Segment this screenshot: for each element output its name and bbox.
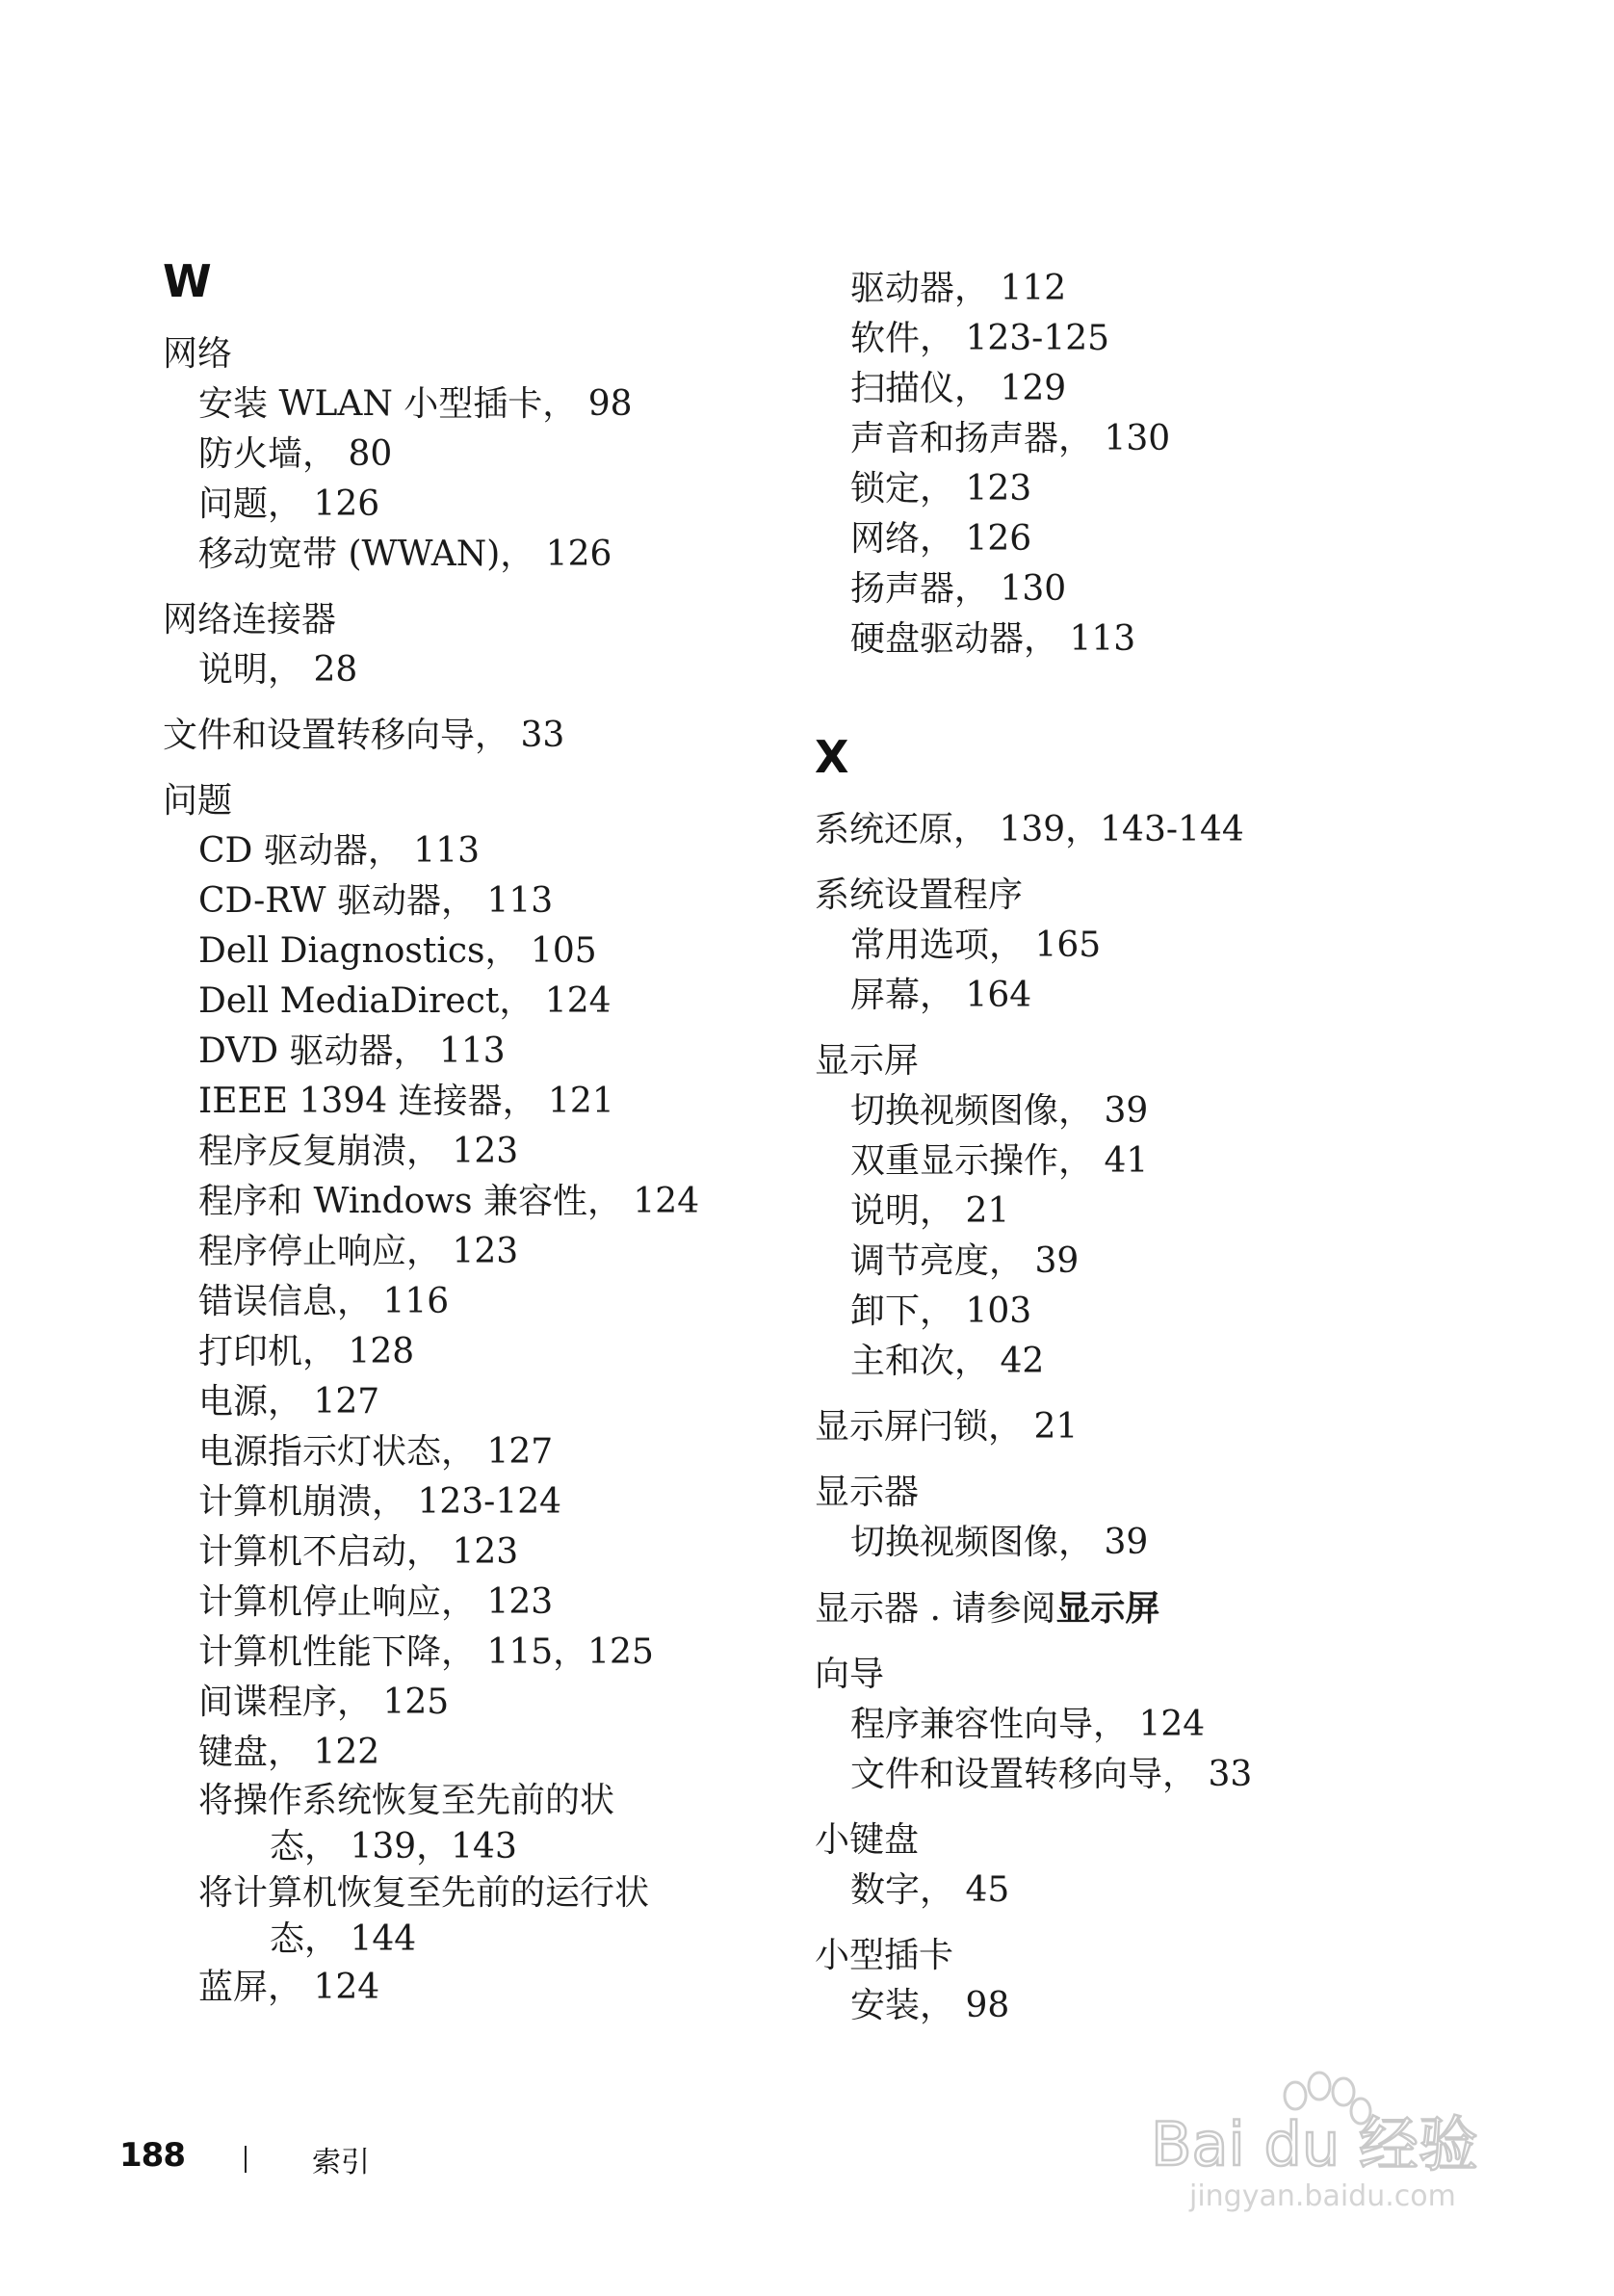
index-subentry-continued: 驱动器， 112 bbox=[850, 269, 1067, 308]
index-entry-head: 网络 bbox=[163, 334, 233, 374]
index-subentry: 说明， 21 bbox=[850, 1191, 1010, 1231]
index-entry-head: 系统设置程序 bbox=[815, 875, 1024, 915]
index-subentry-wrapped bbox=[163, 1778, 741, 1870]
index-subentry: 防火墙， 80 bbox=[198, 434, 393, 474]
index-entry-head: 问题 bbox=[163, 781, 233, 821]
index-subentry: 打印机， 128 bbox=[198, 1332, 415, 1371]
index-subentry-wrapped bbox=[163, 1870, 741, 1963]
index-subentry: 程序和 Windows 兼容性， 124 bbox=[198, 1182, 700, 1221]
section-letter-x: X bbox=[815, 731, 849, 783]
index-subentry: Dell MediaDirect， 124 bbox=[198, 981, 612, 1021]
index-subentry: 文件和设置转移向导， 33 bbox=[850, 1755, 1253, 1794]
index-subentry: 程序兼容性向导， 124 bbox=[850, 1705, 1206, 1744]
index-entry-head: 文件和设置转移向导， 33 bbox=[163, 716, 565, 755]
index-entry-head: 显示屏闩锁， 21 bbox=[815, 1407, 1079, 1447]
index-subentry-continued: 软件， 123-125 bbox=[850, 319, 1110, 358]
index-subentry: 错误信息， 116 bbox=[198, 1282, 450, 1321]
index-subentry: 程序反复崩溃， 123 bbox=[198, 1132, 519, 1171]
index-subentry: DVD 驱动器， 113 bbox=[198, 1031, 506, 1071]
index-subentry: 安装， 98 bbox=[850, 1986, 1010, 2025]
index-subentry: 蓝屏， 124 bbox=[198, 1968, 380, 2007]
index-subentry: 安装 WLAN 小型插卡， 98 bbox=[198, 384, 633, 424]
footer-section-title: 索引 bbox=[312, 2146, 370, 2179]
index-subentry: 屏幕， 164 bbox=[850, 976, 1032, 1015]
index-subentry: 问题， 126 bbox=[198, 484, 380, 524]
index-subentry: CD 驱动器， 113 bbox=[198, 831, 481, 871]
index-subentry: CD-RW 驱动器， 113 bbox=[198, 881, 554, 921]
index-subentry: 间谍程序， 125 bbox=[198, 1683, 450, 1722]
index-subentry: Dell Diagnostics， 105 bbox=[198, 931, 597, 971]
index-entry-head: 小型插卡 bbox=[815, 1936, 954, 1975]
index-subentry: IEEE 1394 连接器， 121 bbox=[198, 1082, 614, 1121]
index-subentry-continued: 扬声器， 130 bbox=[850, 569, 1067, 609]
wrapped-line-2: 态， 139，143 bbox=[270, 1827, 517, 1866]
see-target: 显示屏 bbox=[1055, 1588, 1160, 1629]
index-subentry-continued: 网络， 126 bbox=[850, 519, 1032, 559]
index-entry-head: 向导 bbox=[815, 1655, 885, 1694]
index-entry-head: 小键盘 bbox=[815, 1820, 920, 1860]
index-subentry: 键盘， 122 bbox=[198, 1733, 380, 1772]
index-subentry: 切换视频图像， 39 bbox=[850, 1523, 1149, 1562]
index-subentry: 切换视频图像， 39 bbox=[850, 1091, 1149, 1131]
index-entry-head: 显示屏 bbox=[815, 1041, 920, 1081]
index-subentry: 主和次， 42 bbox=[850, 1342, 1045, 1381]
index-subentry: 双重显示操作， 41 bbox=[850, 1141, 1149, 1181]
index-subentry: 卸下， 103 bbox=[850, 1292, 1032, 1331]
index-subentry: 调节亮度， 39 bbox=[850, 1241, 1080, 1281]
index-subentry: 程序停止响应， 123 bbox=[198, 1232, 519, 1271]
index-subentry: 计算机性能下降， 115，125 bbox=[198, 1632, 654, 1672]
wrapped-line-1: 将计算机恢复至先前的运行状 bbox=[198, 1873, 650, 1913]
index-subentry: 电源指示灯状态， 127 bbox=[198, 1432, 554, 1472]
index-subentry: 数字， 45 bbox=[850, 1870, 1010, 1910]
index-subentry: 计算机停止响应， 123 bbox=[198, 1582, 554, 1622]
section-letter-w: W bbox=[163, 255, 212, 307]
index-column-left bbox=[163, 252, 741, 2013]
index-subentry: 计算机崩溃， 123-124 bbox=[198, 1482, 562, 1522]
footer-divider bbox=[245, 2146, 247, 2173]
index-subentry-continued: 锁定， 123 bbox=[850, 469, 1032, 509]
index-entry-head: 网络连接器 bbox=[163, 600, 337, 639]
page-number: 188 bbox=[119, 2136, 185, 2175]
watermark-logo-text: Bai du 经验 bbox=[1151, 2109, 1478, 2179]
index-subentry-continued: 声音和扬声器， 130 bbox=[850, 419, 1171, 458]
index-subentry-continued: 扫描仪， 129 bbox=[850, 369, 1067, 408]
see-prefix: 显示器 . 请参阅 bbox=[815, 1589, 1056, 1629]
index-entry-head: 显示器 bbox=[815, 1473, 920, 1512]
index-subentry: 移动宽带 (WWAN)， 126 bbox=[198, 535, 612, 574]
baidu-jingyan-watermark bbox=[1151, 2071, 1517, 2215]
index-entry-head: 系统还原， 139，143-144 bbox=[815, 810, 1244, 849]
watermark-url: jingyan.baidu.com bbox=[1189, 2179, 1456, 2213]
wrapped-line-1: 将操作系统恢复至先前的状 bbox=[198, 1781, 615, 1820]
index-subentry: 计算机不启动， 123 bbox=[198, 1532, 519, 1572]
index-subentry: 电源， 127 bbox=[198, 1382, 380, 1422]
index-column-right bbox=[815, 264, 1393, 2031]
index-subentry: 常用选项， 165 bbox=[850, 926, 1102, 965]
index-subentry-continued: 硬盘驱动器， 113 bbox=[850, 619, 1136, 659]
wrapped-line-2: 态， 144 bbox=[270, 1919, 417, 1959]
index-subentry: 说明， 28 bbox=[198, 650, 358, 690]
index-see-reference bbox=[815, 1583, 1393, 1634]
